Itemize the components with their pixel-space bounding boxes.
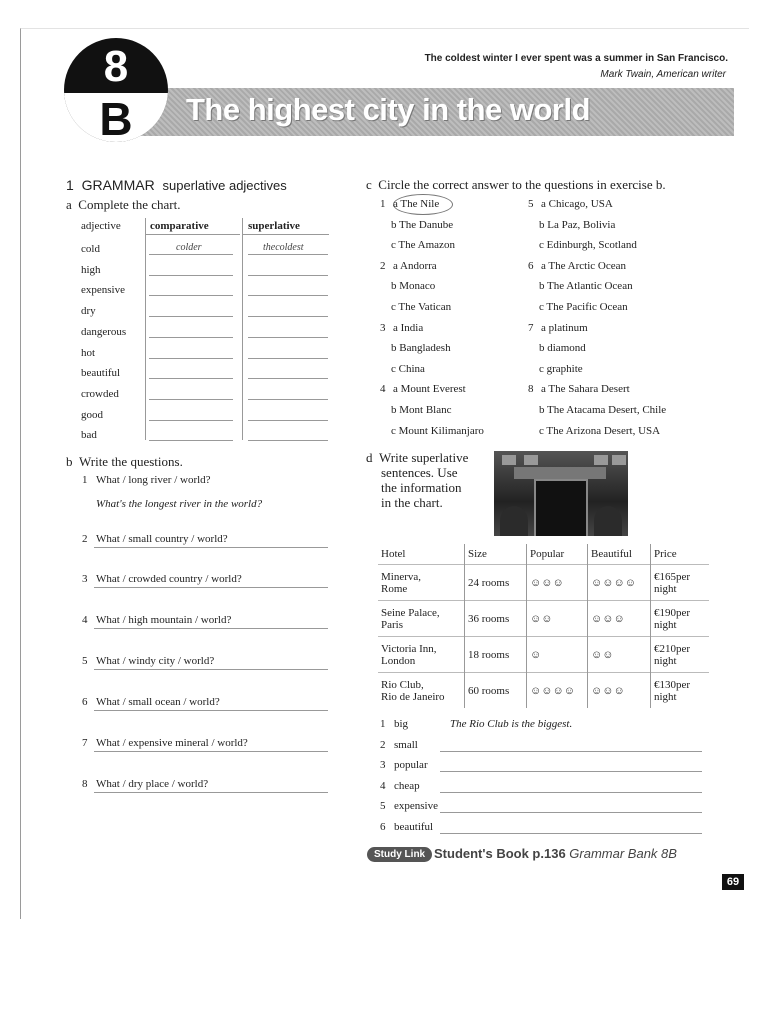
- hotel-size: 36 rooms: [465, 601, 527, 637]
- hotel-popular-rating: ☺☺☺: [527, 565, 588, 601]
- hotel-row: [378, 565, 709, 601]
- comparative-line[interactable]: [149, 399, 233, 400]
- answer-option[interactable]: a Chicago, USA: [541, 198, 613, 210]
- hotel-name-line1: Minerva,: [381, 570, 422, 583]
- hotel-name-line1: Rio Club,: [381, 678, 424, 691]
- answer-option[interactable]: b The Danube: [391, 218, 454, 231]
- option-number: 2: [380, 259, 386, 272]
- sentence-answer-line[interactable]: [440, 771, 702, 772]
- hotel-price-line2: night: [654, 690, 677, 703]
- question-number: 6: [82, 696, 88, 708]
- page-title: The highest city in the world: [186, 92, 591, 127]
- question-text: What / small country / world?: [96, 533, 228, 545]
- hotel-beautiful-rating: ☺☺☺: [588, 673, 651, 709]
- question-text: What / small ocean / world?: [96, 696, 220, 708]
- comparative-line[interactable]: [149, 254, 233, 255]
- th-popular: Popular: [527, 544, 588, 565]
- option-number: 3: [380, 321, 386, 334]
- hotel-price-line1: €190per: [654, 606, 691, 619]
- sentence-number: 1: [380, 718, 386, 730]
- sentence-word: small: [394, 738, 418, 751]
- question-number: 1: [82, 474, 88, 486]
- hotel-price: [651, 673, 710, 709]
- comparative-line[interactable]: [149, 420, 233, 421]
- hotel-name-line2: Paris: [381, 618, 403, 631]
- option-number: 7: [528, 321, 534, 334]
- hotel-beautiful-rating: ☺☺: [588, 637, 651, 673]
- page-number: 69: [722, 874, 744, 890]
- question-number: 5: [82, 655, 88, 667]
- question-6: [82, 696, 220, 708]
- question-number: 2: [82, 533, 88, 545]
- adjective-7: crowded: [81, 387, 119, 400]
- question-number: 7: [82, 737, 88, 749]
- sentence-word: popular: [394, 759, 428, 771]
- sentence-word: cheap: [394, 779, 420, 792]
- hotel-name-line2: Rome: [381, 582, 408, 595]
- question-number: 8: [82, 778, 88, 790]
- question-text: What / windy city / world?: [96, 655, 215, 667]
- answer-option[interactable]: a The Sahara Desert: [541, 383, 630, 396]
- adjective-9: bad: [81, 429, 97, 442]
- hotel-price-line2: night: [654, 582, 677, 595]
- superlative-line[interactable]: [248, 275, 328, 276]
- quote-text: The coldest winter I ever spent was a summer in San Francisco.: [424, 53, 728, 64]
- section-subtitle: superlative adjectives: [162, 178, 287, 193]
- sentence-1: [380, 718, 408, 730]
- answer-line[interactable]: [94, 587, 328, 588]
- hotel-name: [378, 565, 465, 601]
- hotel-size: 18 rooms: [465, 637, 527, 673]
- hotel-row: [378, 601, 709, 637]
- part-a-label: a Complete the chart.: [66, 197, 181, 212]
- answer-line[interactable]: [94, 547, 328, 548]
- superlative-line[interactable]: [248, 358, 328, 359]
- sentence-number: 3: [380, 759, 386, 771]
- comparative-line[interactable]: [149, 275, 233, 276]
- sentence-word: beautiful: [394, 820, 434, 833]
- answer-line[interactable]: [94, 669, 328, 670]
- sentence-2: [380, 739, 418, 751]
- adjective-0: cold: [81, 243, 100, 255]
- answer-option[interactable]: a platinum: [541, 321, 588, 334]
- answer-option[interactable]: b The Atacama Desert, Chile: [539, 404, 667, 416]
- superlative-line[interactable]: [248, 378, 328, 379]
- th-price: Price: [651, 544, 710, 565]
- study-link-badge: Study Link: [367, 847, 432, 862]
- answer-line[interactable]: [94, 751, 328, 752]
- answer-option[interactable]: a The Nile: [393, 198, 440, 210]
- answer-option[interactable]: b diamond: [539, 342, 586, 355]
- option-number: 6: [528, 259, 534, 272]
- hotel-row: [378, 673, 709, 709]
- quote-author: Mark Twain, American writer: [600, 69, 726, 80]
- adjective-3: dry: [81, 305, 96, 318]
- superlative-line[interactable]: [248, 295, 328, 296]
- part-d-label: d Write superlative sentences. Use the information in the chart.: [366, 450, 469, 510]
- answer-option[interactable]: c graphite: [539, 362, 583, 375]
- answer-option[interactable]: b Mont Blanc: [391, 404, 452, 416]
- question-text: What / crowded country / world?: [96, 573, 242, 585]
- hotel-price: [651, 601, 710, 637]
- superlative-line[interactable]: [248, 337, 328, 338]
- hotel-size: 60 rooms: [465, 673, 527, 709]
- answer-option[interactable]: c The Vatican: [391, 301, 452, 313]
- question-2: [82, 533, 228, 545]
- sentence-word: expensive: [394, 800, 438, 812]
- answer-option[interactable]: b La Paz, Bolivia: [539, 218, 616, 231]
- answer-option[interactable]: c Mount Kilimanjaro: [391, 424, 484, 437]
- part-c-label: c Circle the correct answer to the questions in exercise b.: [366, 177, 666, 192]
- th-size: Size: [465, 544, 527, 565]
- sentence-number: 5: [380, 800, 386, 812]
- answer-option[interactable]: c China: [391, 362, 425, 375]
- question-1: [82, 474, 211, 486]
- comparative-line[interactable]: [149, 295, 233, 296]
- superlative-line[interactable]: [248, 399, 328, 400]
- answer-option[interactable]: a Mount Everest: [393, 383, 466, 396]
- question-7: [82, 737, 248, 749]
- adjective-4: dangerous: [81, 325, 127, 338]
- answer-option[interactable]: a Andorra: [393, 259, 437, 272]
- chart-divider: [145, 218, 146, 440]
- hotel-name: [378, 637, 465, 673]
- hotel-popular-rating: ☺☺☺☺: [527, 673, 588, 709]
- sentence-6: [380, 821, 433, 833]
- col-header-adjective: adjective: [81, 220, 121, 232]
- hotel-price-line2: night: [654, 618, 677, 631]
- option-number: 5: [528, 198, 534, 210]
- superlative-line[interactable]: [248, 440, 328, 441]
- hotel-row: [378, 637, 709, 673]
- hotel-size: 24 rooms: [465, 565, 527, 601]
- hotel-price-line1: €210per: [654, 642, 691, 655]
- question-text: What / long river / world?: [96, 474, 211, 486]
- answer-option[interactable]: b Monaco: [391, 280, 436, 293]
- th-beautiful: Beautiful: [588, 544, 651, 565]
- hotel-popular-rating: ☺☺: [527, 601, 588, 637]
- sentence-answer-line[interactable]: [440, 812, 702, 813]
- sentence-5: [380, 800, 438, 812]
- hotel-table: [378, 544, 709, 708]
- answer-option[interactable]: c Edinburgh, Scotland: [539, 239, 637, 252]
- question-3: [82, 573, 242, 585]
- adjective-6: beautiful: [81, 367, 121, 380]
- col-header-superlative: superlative: [248, 220, 300, 232]
- hotel-name: [378, 673, 465, 709]
- section-title: GRAMMAR: [81, 177, 155, 193]
- sentence-answer-line[interactable]: [440, 833, 702, 834]
- question-number: 4: [82, 614, 88, 626]
- comparative-line[interactable]: [149, 316, 233, 317]
- unit-badge: [64, 38, 168, 142]
- option-number: 4: [380, 383, 386, 396]
- section-heading: [66, 177, 287, 193]
- comparative-line[interactable]: [149, 378, 233, 379]
- option-number: 1: [380, 198, 386, 210]
- adjective-1: high: [81, 263, 101, 276]
- hotel-name-line2: London: [381, 654, 416, 667]
- hotel-name-line2: Rio de Janeiro: [381, 690, 445, 703]
- answer-line[interactable]: [94, 628, 328, 629]
- hotel-name-line1: Seine Palace,: [381, 606, 440, 619]
- question-number: 3: [82, 573, 88, 585]
- question-text: What / high mountain / world?: [96, 614, 232, 626]
- sentence-answer-line[interactable]: [440, 751, 702, 752]
- answer-option[interactable]: a The Arctic Ocean: [541, 259, 627, 272]
- answer-option[interactable]: b The Atlantic Ocean: [539, 280, 633, 293]
- answer-option[interactable]: c The Amazon: [391, 239, 455, 252]
- hotel-price: [651, 565, 710, 601]
- comparative-line[interactable]: [149, 358, 233, 359]
- hotel-name-line1: Victoria Inn,: [381, 642, 437, 655]
- comparative-line[interactable]: [149, 337, 233, 338]
- unit-number: 8: [103, 42, 129, 91]
- question-4: [82, 614, 231, 626]
- sentence-number: 2: [380, 738, 386, 751]
- hotel-beautiful-rating: ☺☺☺: [588, 601, 651, 637]
- model-sentence: The Rio Club is the biggest.: [450, 718, 573, 730]
- hotel-photo: [494, 451, 628, 536]
- sentence-number: 4: [380, 779, 386, 792]
- answer-line[interactable]: [94, 792, 328, 793]
- superlative-line[interactable]: [248, 420, 328, 421]
- question-8: [82, 778, 208, 790]
- question-5: [82, 655, 214, 667]
- sentence-3: [380, 759, 428, 771]
- answer-option[interactable]: c The Arizona Desert, USA: [539, 424, 661, 437]
- hotel-price-line1: €165per: [654, 570, 691, 583]
- hotel-name: [378, 601, 465, 637]
- hotel-price: [651, 637, 710, 673]
- chart-divider: [242, 218, 243, 440]
- example-answer: What's the longest river in the world?: [96, 498, 263, 510]
- superlative-answer: thecoldest: [263, 242, 304, 253]
- part-b-label: b Write the questions.: [66, 454, 183, 469]
- answer-option[interactable]: b Bangladesh: [391, 342, 451, 355]
- sentence-number: 6: [380, 820, 386, 833]
- comparative-line[interactable]: [149, 440, 233, 441]
- hotel-popular-rating: ☺: [527, 637, 588, 673]
- sentence-4: [380, 780, 420, 792]
- section-number: 1: [66, 177, 74, 193]
- adjective-2: expensive: [81, 284, 125, 297]
- adjective-8: good: [81, 408, 103, 421]
- superlative-line[interactable]: [248, 254, 328, 255]
- superlative-line[interactable]: [248, 316, 328, 317]
- answer-line[interactable]: [94, 710, 328, 711]
- answer-option[interactable]: a India: [393, 321, 424, 334]
- th-hotel: Hotel: [381, 548, 406, 560]
- question-text: What / expensive mineral / world?: [96, 737, 248, 749]
- hotel-price-line2: night: [654, 654, 677, 667]
- answer-option[interactable]: c The Pacific Ocean: [539, 301, 628, 313]
- col-header-comparative: comparative: [150, 220, 209, 232]
- comparative-answer: colder: [176, 242, 202, 253]
- sentence-answer-line[interactable]: [440, 792, 702, 793]
- hotel-beautiful-rating: ☺☺☺☺: [588, 565, 651, 601]
- question-text: What / dry place / world?: [96, 778, 209, 790]
- sentence-word: big: [394, 718, 409, 730]
- option-number: 8: [528, 383, 534, 396]
- unit-letter: B: [99, 93, 133, 142]
- adjective-5: hot: [81, 346, 96, 359]
- hotel-price-line1: €130per: [654, 678, 691, 691]
- study-reference: Student's Book p.136 Grammar Bank 8B: [434, 846, 677, 861]
